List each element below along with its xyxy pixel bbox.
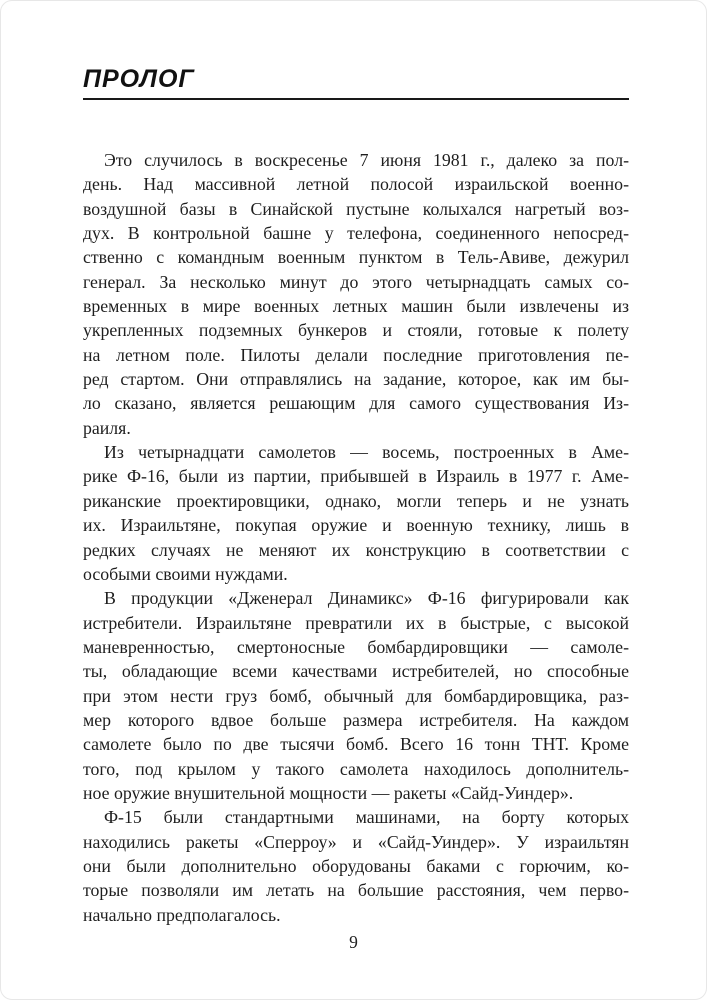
text-line: В продукции «Дженерал Динамикс» Ф-16 фигурировали как: [104, 588, 629, 609]
paragraph: [83, 148, 629, 440]
text-line: Ф-15 были стандартными машинами, на борту которых: [104, 807, 629, 828]
page-number: 9: [349, 932, 358, 952]
text-line: на летном поле. Пилоты делали последние приготовления пе-: [83, 344, 629, 365]
text-line: при этом нести груз бомб, обычный для бомбардировщика, раз-: [83, 685, 629, 706]
text-line: торые позволяли им летать на большие расстояния, чем перво-: [83, 880, 629, 901]
text-line: рике Ф-16, были из партии, прибывшей в Израиль в 1977 г. Аме-: [83, 466, 629, 487]
text-line: ты, обладающие всеми качествами истребителей, но способные: [83, 661, 629, 682]
text-line: того, под крылом у такого самолета находилось дополнитель-: [83, 758, 629, 779]
text-line: риканские проектировщики, однако, могли теперь и не узнать: [83, 490, 629, 511]
text-line: дух. В контрольной башне у телефона, соединенного непосред-: [83, 223, 629, 244]
text-line: раиля.: [83, 417, 131, 438]
body-text: [83, 148, 629, 927]
text-line: ред стартом. Они отправлялись на задание, которое, как им бы-: [83, 369, 629, 390]
text-line: Из четырнадцати самолетов — восемь, построенных в Аме-: [104, 442, 629, 463]
text-line: истребители. Израильтяне превратили их в быстрые, с высокой: [83, 612, 629, 633]
text-line: день. Над массивной летной полосой израильской военно-: [83, 174, 629, 195]
paragraph: [83, 805, 629, 927]
text-line: редких случаях не меняют их конструкцию в соответствии с: [83, 539, 629, 560]
paragraph: [83, 586, 629, 805]
text-line: начально предполагалось.: [83, 904, 281, 925]
chapter-title: ПРОЛОГ: [83, 65, 195, 93]
paragraph: [83, 440, 629, 586]
text-line: находились ракеты «Сперроу» и «Сайд-Уиндер». У израильтян: [83, 831, 629, 852]
text-line: их. Израильтяне, покупая оружие и военную технику, лишь в: [83, 515, 629, 536]
text-line: самолете было по две тысячи бомб. Всего 16 тонн ТНТ. Кроме: [83, 734, 629, 755]
text-line: ственно с командным военным пунктом в Тель-Авиве, дежурил: [83, 247, 629, 268]
text-line: ное оружие внушительной мощности — ракеты «Сайд-Уиндер».: [83, 782, 574, 803]
text-line: временных в мире военных летных машин были извлечены из: [83, 296, 629, 317]
text-line: воздушной базы в Синайской пустыне колыхался нагретый воз-: [83, 198, 629, 219]
title-rule: [83, 98, 629, 100]
text-line: Это случилось в воскресенье 7 июня 1981 г., далеко за пол-: [104, 150, 629, 170]
text-line: ло сказано, является решающим для самого существования Из-: [83, 393, 629, 414]
text-line: особыми своими нуждами.: [83, 563, 288, 584]
text-line: укрепленных подземных бункеров и стояли, готовые к полету: [83, 320, 629, 341]
text-line: генерал. За несколько минут до этого четырнадцать самых со-: [83, 271, 629, 292]
text-line: маневренностью, смертоносные бомбардировщики — самоле-: [83, 636, 629, 657]
text-line: мер которого вдвое больше размера истребителя. На каждом: [83, 709, 629, 730]
text-line: они были дополнительно оборудованы баками с горючим, ко-: [83, 855, 629, 876]
